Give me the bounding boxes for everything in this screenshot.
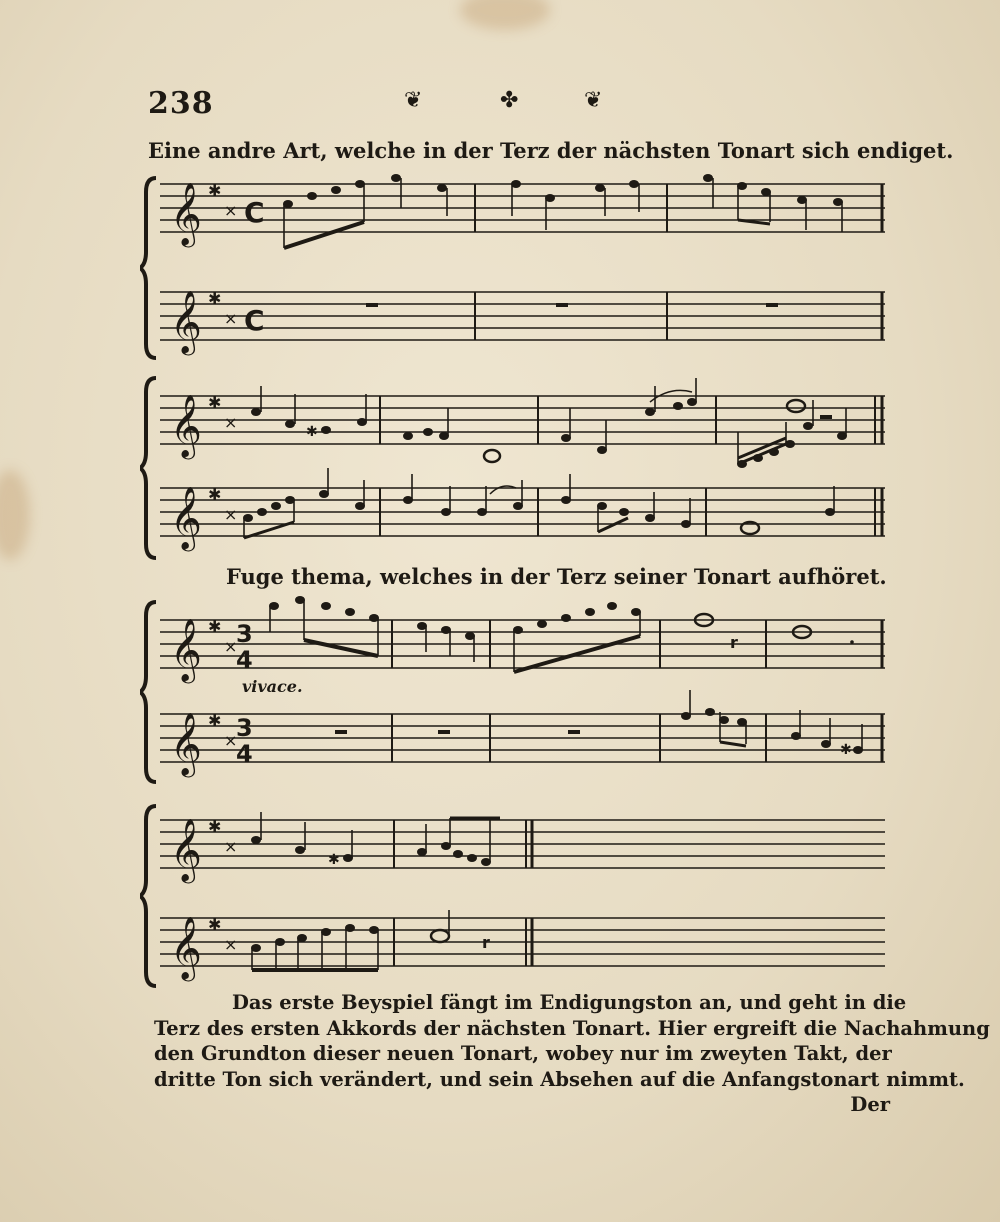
sharp-sign: × xyxy=(224,935,238,954)
whole-rest xyxy=(556,303,568,307)
dot xyxy=(850,640,854,644)
rest-sign: r xyxy=(730,633,738,652)
paper-stain xyxy=(460,0,550,30)
half-rest xyxy=(438,730,450,734)
score-system-1 xyxy=(140,172,900,362)
score-system-4 xyxy=(140,800,900,990)
sharp-sign: ✱ xyxy=(208,711,222,730)
sharp-sign: ✱ xyxy=(840,742,852,758)
treble-clef: 𝄞 xyxy=(170,712,202,775)
score-system-2 xyxy=(140,372,900,562)
sharp-sign: × xyxy=(224,413,238,432)
body-paragraph xyxy=(154,990,990,1118)
body-line: den Grundton dieser neuen Tonart, wobey nur im zweyten Takt, der xyxy=(154,1042,892,1065)
sharp-sign: × xyxy=(224,505,238,524)
example-heading-1: Eine andre Art, welche in der Terz der nächsten Tonart sich endiget. xyxy=(148,138,954,163)
sharp-sign: ✱ xyxy=(306,424,318,440)
sharp-sign: ✱ xyxy=(208,289,222,308)
treble-clef: 𝄞 xyxy=(170,916,202,979)
sharp-sign: ✱ xyxy=(208,485,222,504)
notes-system-2 xyxy=(243,398,847,528)
rest-sign: r xyxy=(482,933,490,952)
time-signature-bottom: 4 xyxy=(236,740,253,768)
sharp-sign: ✱ xyxy=(208,817,222,836)
time-signature-top: 3 xyxy=(236,714,253,742)
sharp-sign: × xyxy=(224,731,238,750)
tempo-marking: vivace. xyxy=(242,677,303,696)
score-system-3 xyxy=(140,596,900,790)
sharp-sign: × xyxy=(224,637,238,656)
catchword: Der xyxy=(850,1093,890,1116)
time-signature-bottom: 4 xyxy=(236,646,253,674)
treble-clef: 𝄞 xyxy=(170,618,202,681)
half-rest xyxy=(335,730,347,734)
body-line: Terz des ersten Akkords der nächsten Tonart. Hier ergreift die Nachahmung xyxy=(154,1016,990,1040)
sharp-sign: ✱ xyxy=(208,181,222,200)
treble-clef: 𝄞 xyxy=(170,182,202,245)
treble-clef: 𝄞 xyxy=(170,818,202,881)
sharp-sign: × xyxy=(224,309,238,328)
whole-rest xyxy=(766,303,778,307)
whole-rest xyxy=(366,303,378,307)
example-heading-2: Fuge thema, welches in der Terz seiner Tonart aufhöret. xyxy=(226,564,887,589)
common-time: C xyxy=(244,196,265,229)
ornament-center: ✤ xyxy=(500,88,519,113)
treble-clef: 𝄞 xyxy=(170,290,202,353)
half-rest xyxy=(568,730,580,734)
notes-system-1 xyxy=(283,174,843,208)
notes-system-4 xyxy=(251,836,491,952)
sharp-sign: ✱ xyxy=(328,852,340,868)
half-rest xyxy=(820,415,832,419)
ornament-right: ❦ xyxy=(584,88,603,113)
sharp-sign: ✱ xyxy=(208,393,222,412)
treble-clef: 𝄞 xyxy=(170,394,202,457)
sharp-sign: ✱ xyxy=(208,915,222,934)
page-number: 238 xyxy=(148,86,214,121)
treble-clef: 𝄞 xyxy=(170,486,202,549)
body-line: dritte Ton sich verändert, und sein Absehen auf die Anfangstonart nimmt. xyxy=(154,1067,965,1091)
body-line: Das erste Beyspiel fängt im Endigungston an, und geht in die xyxy=(232,991,907,1014)
sharp-sign: × xyxy=(224,837,238,856)
sharp-sign: ✱ xyxy=(208,617,222,636)
ornament-left: ❦ xyxy=(404,88,423,113)
common-time: C xyxy=(244,304,265,337)
paper-stain xyxy=(0,470,30,560)
sharp-sign: × xyxy=(224,201,238,220)
time-signature-top: 3 xyxy=(236,620,253,648)
